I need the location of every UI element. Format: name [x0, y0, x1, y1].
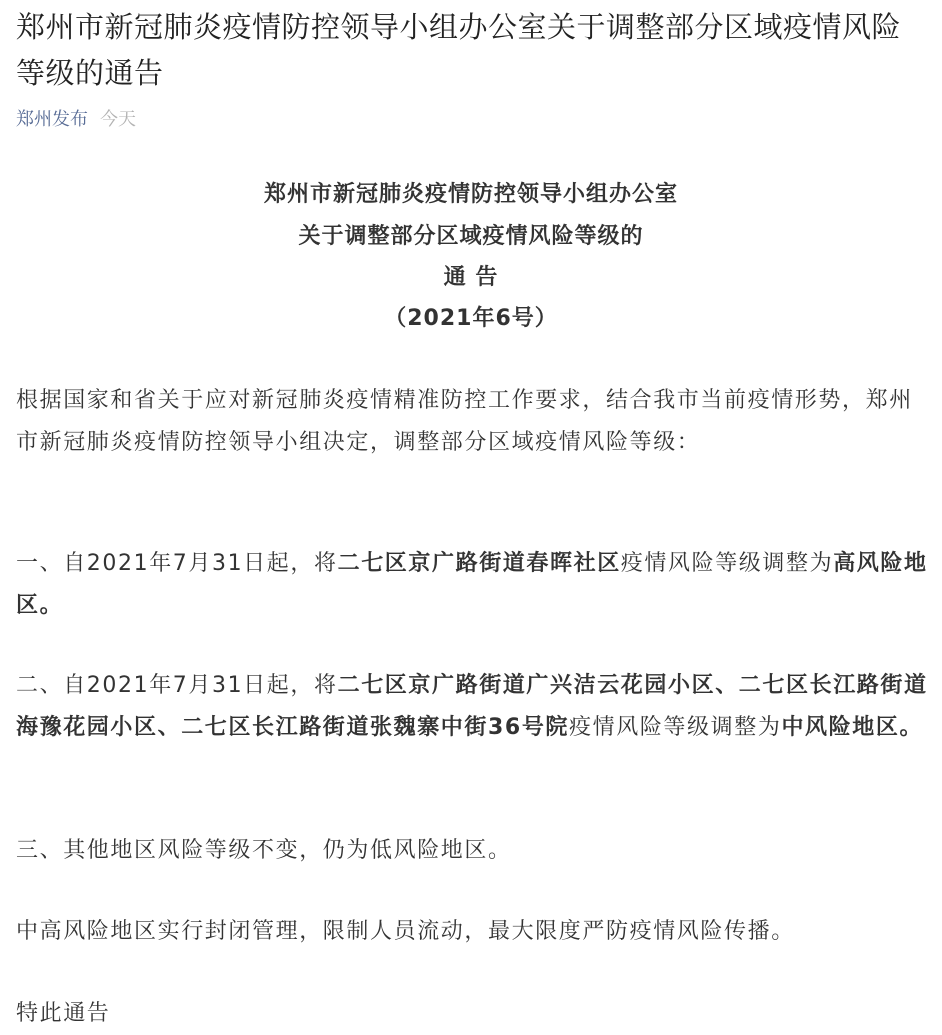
item-1-area: 二七区京广路街道春晖社区	[337, 551, 621, 576]
intro-paragraph: 根据国家和省关于应对新冠肺炎疫情精准防控工作要求，结合我市当前疫情形势，郑州市新冠肺炎疫情防控领导小组决定，调整部分区域疫情风险等级：	[16, 388, 913, 455]
item-2-area: 二七区京广路街道广兴洁云花园小区、二七区长江路街道海豫花园小区、二七区长江路街道张魏寨中街36号院	[16, 673, 928, 740]
item-3-paragraph: 三、其他地区风险等级不变，仍为低风险地区。	[16, 838, 512, 863]
notice-heading-line1: 郑州市新冠肺炎疫情防控领导小组办公室	[263, 182, 678, 207]
publish-date: 今天	[100, 109, 136, 130]
notice-heading-line3: 通 告	[443, 265, 499, 290]
item-2-level: 中风险地区。	[781, 715, 924, 740]
item-2-paragraph	[16, 665, 928, 749]
item-1-level: 高风险地区。	[16, 551, 928, 618]
item-2-middle: 疫情风险等级调整为	[569, 715, 782, 740]
item-1-prefix: 一、自2021年7月31日起，将	[16, 551, 338, 576]
notice-number: （2021年6号）	[384, 306, 558, 331]
closing-paragraph: 特此通告	[16, 1001, 111, 1026]
item-2-prefix: 二、自2021年7月31日起，将	[16, 673, 338, 698]
author-link[interactable]: 郑州发布	[16, 109, 88, 130]
notice-heading-line2: 关于调整部分区域疫情风险等级的	[298, 224, 644, 249]
article-meta	[16, 106, 136, 134]
management-paragraph: 中高风险地区实行封闭管理，限制人员流动，最大限度严防疫情风险传播。	[16, 919, 795, 944]
item-1-middle: 疫情风险等级调整为	[620, 551, 834, 576]
item-1-paragraph	[16, 543, 928, 627]
article-title: 郑州市新冠肺炎疫情防控领导小组办公室关于调整部分区域疫情风险等级的通告	[16, 10, 902, 90]
